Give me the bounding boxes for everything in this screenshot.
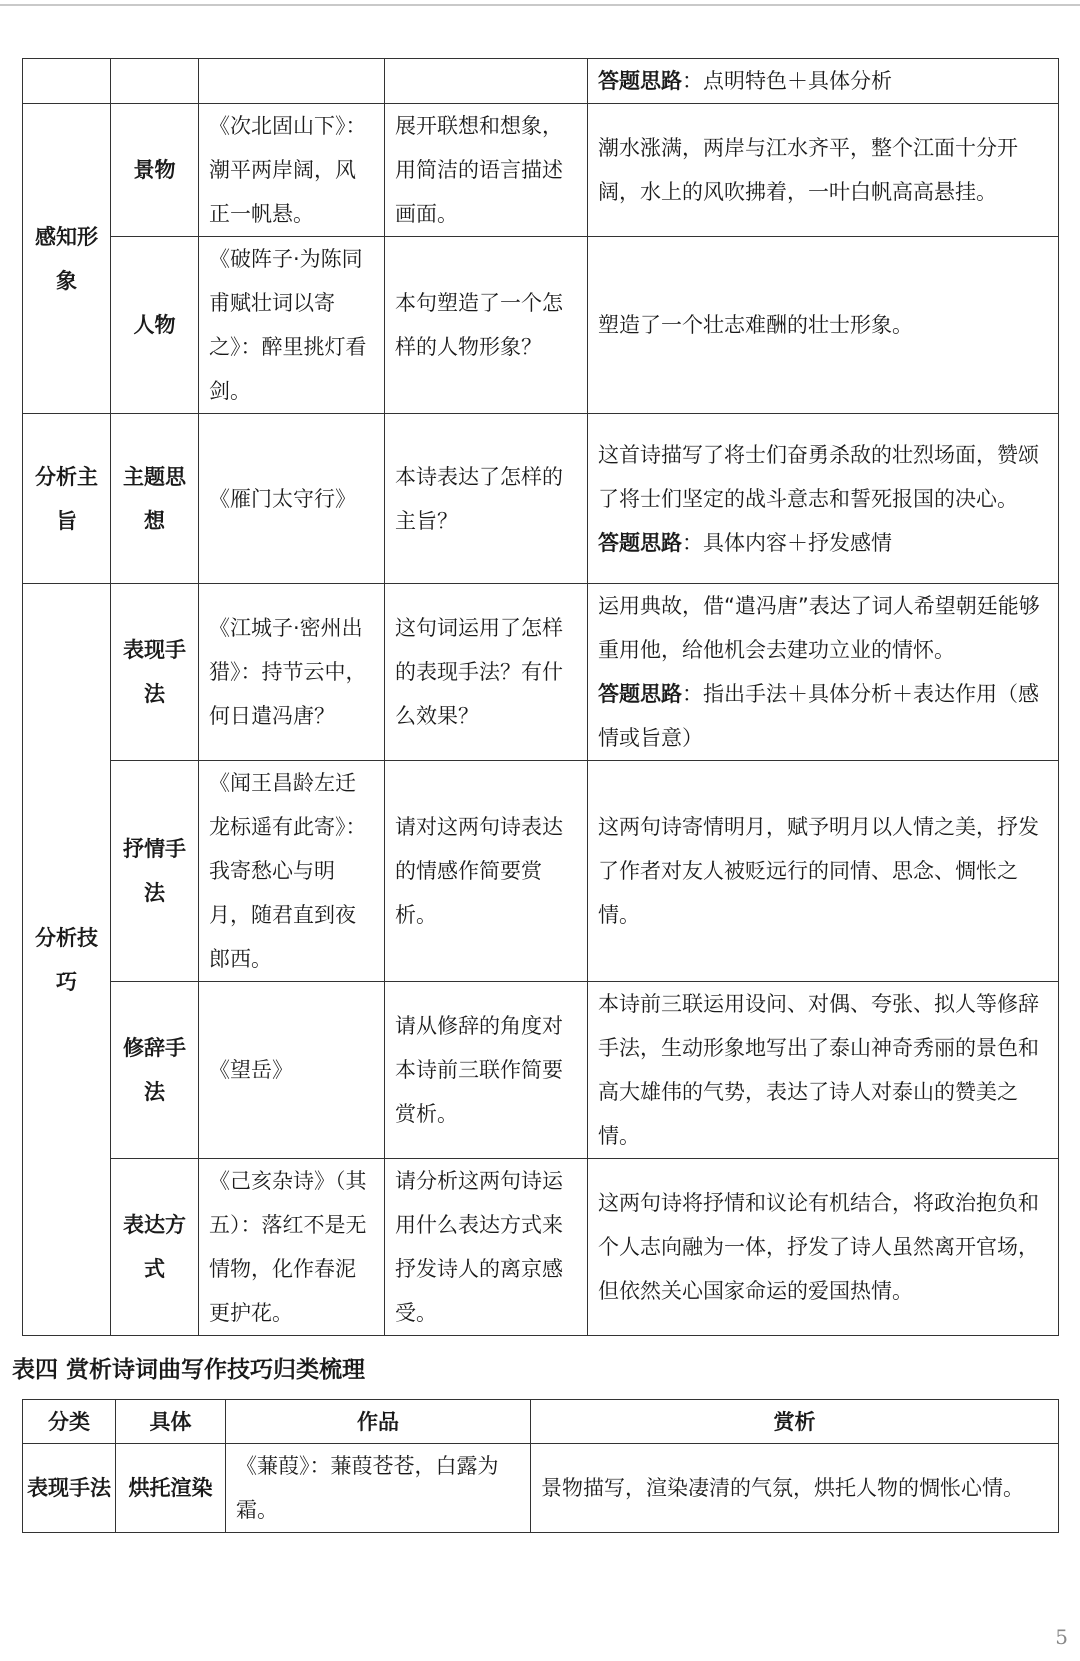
table-row: [23, 761, 1059, 982]
work-cell: 《雁门太守行》: [199, 414, 385, 584]
type-cell: 修辞手法: [111, 982, 199, 1159]
hint-label: 答题思路: [598, 69, 682, 93]
table-row: [23, 414, 1059, 584]
question-cell: 本句塑造了一个怎样的人物形象？: [385, 237, 588, 414]
work-cell: 《次北固山下》：潮平两岸阔，风正一帆悬。: [199, 104, 385, 237]
table-row: [23, 1159, 1059, 1336]
type-cell: 抒情手法: [111, 761, 199, 982]
question-cell: [385, 59, 588, 104]
specific-cell: 烘托渲染: [116, 1444, 226, 1533]
hint-label: 答题思路: [598, 682, 682, 706]
work-cell: 《江城子·密州出猎》：持节云中，何日遣冯唐？: [199, 584, 385, 761]
answer-text: 运用典故，借“遣冯唐”表达了词人希望朝廷能够重用他，给他机会去建功立业的情怀。: [598, 594, 1040, 662]
type-cell: 表现手法: [111, 584, 199, 761]
table-header-row: [23, 1400, 1059, 1444]
work-cell: 《闻王昌龄左迁龙标遥有此寄》：我寄愁心与明月，随君直到夜郎西。: [199, 761, 385, 982]
type-cell: [111, 59, 199, 104]
table-row: [23, 104, 1059, 237]
column-header: 赏析: [531, 1400, 1059, 1444]
answer-cell: [588, 584, 1059, 761]
answer-cell: [588, 59, 1059, 104]
question-cell: 这句词运用了怎样的表现手法？有什么效果？: [385, 584, 588, 761]
type-cell: 表达方式: [111, 1159, 199, 1336]
hint-label: 答题思路: [598, 530, 682, 555]
question-cell: 展开联想和想象，用简洁的语言描述画面。: [385, 104, 588, 237]
hint-text: ：点明特色＋具体分析: [682, 69, 892, 93]
answer-cell: 这两句诗将抒情和议论有机结合，将政治抱负和个人志向融为一体，抒发了诗人虽然离开官场，但依然关心国家命运的爱国热情。: [588, 1159, 1059, 1336]
poetry-analysis-table: [22, 58, 1059, 1336]
type-cell: 景物: [111, 104, 199, 237]
hint-text: ：具体内容＋抒发感情: [682, 530, 892, 555]
hint-text: ：指出手法＋具体分析＋表达作用（感情或旨意）: [598, 682, 1039, 750]
table-row: [23, 59, 1059, 104]
work-cell: 《望岳》: [199, 982, 385, 1159]
type-cell: 主题思想: [111, 414, 199, 584]
writing-techniques-table: [22, 1399, 1059, 1533]
answer-cell: 潮水涨满，两岸与江水齐平，整个江面十分开阔，水上的风吹拂着，一叶白帆高高悬挂。: [588, 104, 1059, 237]
question-cell: 请对这两句诗表达的情感作简要赏析。: [385, 761, 588, 982]
type-cell: 人物: [111, 237, 199, 414]
top-rule: [0, 4, 1080, 6]
column-header: 具体: [116, 1400, 226, 1444]
table-row: [23, 237, 1059, 414]
work-cell: 《破阵子·为陈同甫赋壮词以寄之》：醉里挑灯看剑。: [199, 237, 385, 414]
answer-cell: 本诗前三联运用设问、对偶、夸张、拟人等修辞手法，生动形象地写出了泰山神奇秀丽的景色和高大雄伟的气势，表达了诗人对泰山的赞美之情。: [588, 982, 1059, 1159]
table-row: [23, 1444, 1059, 1533]
answer-cell: [588, 414, 1059, 584]
table-row: [23, 982, 1059, 1159]
question-cell: 请分析这两句诗运用什么表达方式来抒发诗人的离京感受。: [385, 1159, 588, 1336]
work-cell: 《己亥杂诗》（其五）：落红不是无情物，化作春泥更护花。: [199, 1159, 385, 1336]
category-cell: 分析技巧: [23, 584, 111, 1336]
question-cell: 请从修辞的角度对本诗前三联作简要赏析。: [385, 982, 588, 1159]
category-cell: 分析主旨: [23, 414, 111, 584]
answer-cell: 塑造了一个壮志难酬的壮士形象。: [588, 237, 1059, 414]
page-number: 5: [1055, 1625, 1068, 1649]
answer-cell: 这两句诗寄情明月，赋予明月以人情之美，抒发了作者对友人被贬远行的同情、思念、惆怅之情。: [588, 761, 1059, 982]
column-header: 分类: [23, 1400, 116, 1444]
table-caption: 表四 赏析诗词曲写作技巧归类梳理: [12, 1357, 366, 1383]
appreciation-cell: 景物描写，渲染凄清的气氛，烘托人物的惆怅心情。: [531, 1444, 1059, 1533]
work-cell: [199, 59, 385, 104]
table-row: [23, 584, 1059, 761]
category-cell: 表现手法: [23, 1444, 116, 1533]
category-cell: [23, 59, 111, 104]
answer-text: 这首诗描写了将士们奋勇杀敌的壮烈场面，赞颂了将士们坚定的战斗意志和誓死报国的决心。: [598, 442, 1039, 511]
column-header: 作品: [226, 1400, 531, 1444]
work-cell: 《蒹葭》：蒹葭苍苍，白露为霜。: [226, 1444, 531, 1533]
category-cell: 感知形象: [23, 104, 111, 414]
question-cell: 本诗表达了怎样的主旨？: [385, 414, 588, 584]
